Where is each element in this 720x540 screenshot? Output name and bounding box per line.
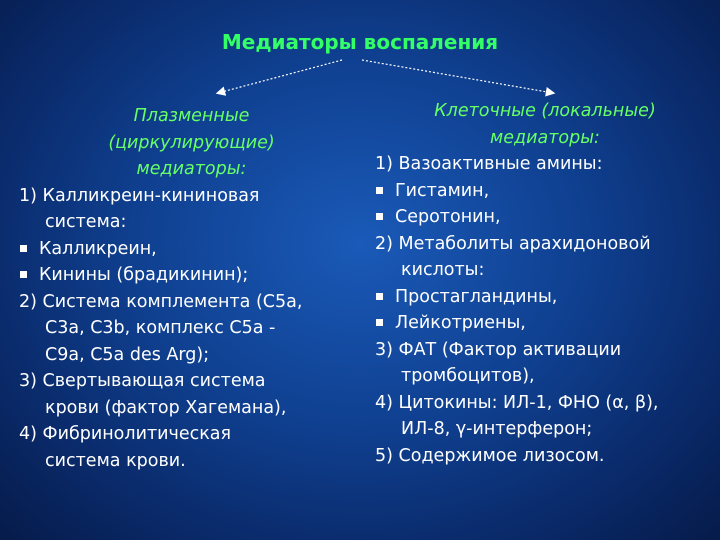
plasma-mediators-column (19, 103, 364, 474)
list-item: 5) Содержимое лизосом. (375, 445, 605, 466)
bullet-item (375, 284, 715, 311)
bullet-text: Простагландины, (395, 286, 558, 307)
list-item-continuation: С9а, С5а des Arg); (45, 344, 210, 365)
slide-title: Медиаторы воспаления (221, 30, 499, 54)
list-item-continuation: тромбоцитов), (401, 366, 535, 386)
list-item-continuation: кислоты: (401, 260, 485, 280)
square-bullet-icon (376, 213, 383, 220)
bullet-text: Гистамин, (395, 180, 490, 201)
list-item-continuation: С3а, С3b, комплекс С5а - (45, 318, 276, 338)
list-item: 2) Метаболиты арахидоновой (375, 233, 651, 254)
square-bullet-icon (20, 271, 27, 278)
arrow-right (362, 60, 553, 93)
list-item-continuation: крови (фактор Хагемана), (45, 397, 287, 418)
heading-line: (циркулирующие) (108, 132, 275, 153)
list-item-continuation: система: (45, 212, 127, 232)
square-bullet-icon (376, 319, 383, 326)
list-item: 4) Фибринолитическая (19, 424, 232, 444)
list-item: 2) Система комплемента (С5а, (19, 291, 303, 312)
list-item: 1) Калликреин-кининовая (19, 185, 260, 206)
bullet-item (19, 262, 364, 289)
bullet-item (375, 204, 715, 231)
cellular-mediators-heading (375, 98, 715, 151)
list-item-continuation: система крови. (45, 450, 186, 471)
list-item: 1) Вазоактивные амины: (375, 154, 603, 174)
bullet-item (375, 178, 715, 205)
plasma-mediators-heading (19, 103, 364, 183)
cellular-mediators-column (375, 98, 715, 469)
list-item: 3) ФАТ (Фактор активации (375, 339, 622, 360)
bullet-text: Серотонин, (395, 207, 501, 227)
heading-line: Плазменные (133, 106, 250, 126)
square-bullet-icon (376, 293, 383, 300)
list-item: 3) Свертывающая система (19, 371, 266, 391)
bullet-text: Лейкотриены, (395, 313, 526, 333)
heading-line: медиаторы: (490, 127, 600, 148)
square-bullet-icon (20, 245, 27, 252)
heading-line: медиаторы: (136, 159, 247, 179)
arrow-left (218, 60, 342, 93)
plasma-mediators-list (19, 183, 364, 475)
heading-line: Клеточные (локальные) (434, 101, 656, 121)
list-item: 4) Цитокины: ИЛ-1, ФНО (α, β), (375, 392, 659, 413)
bullet-text: Кинины (брадикинин); (39, 265, 249, 285)
bullet-item (19, 236, 364, 263)
bullet-item (375, 310, 715, 337)
bullet-text: Калликреин, (39, 238, 157, 259)
square-bullet-icon (376, 187, 383, 194)
cellular-mediators-list (375, 151, 715, 469)
list-item-continuation: ИЛ-8, γ-интерферон; (401, 419, 593, 439)
